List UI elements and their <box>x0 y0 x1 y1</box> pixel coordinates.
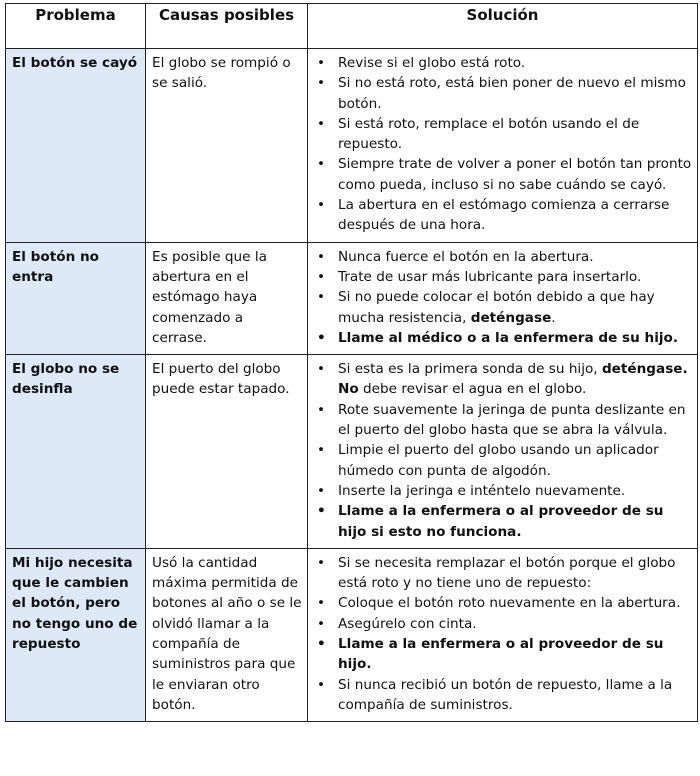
list-item <box>314 359 692 400</box>
list-item-text: Si no puede colocar el botón debido a que hay mucha resistencia, <box>338 289 655 326</box>
list-item: • Si se necesita remplazar el botón porque el globo está roto y no tiene uno de repuesto: <box>314 553 692 594</box>
list-item: • Coloque el botón roto nuevamente en la abertura. <box>314 593 692 613</box>
list-item: • Asegúrelo con cinta. <box>314 614 692 634</box>
list-item-emphasis: No <box>338 381 359 398</box>
list-item: • Nunca fuerce el botón en la abertura. <box>314 247 692 267</box>
table-row <box>6 548 698 721</box>
solution-list <box>314 553 692 715</box>
causes-cell: El puerto del globo puede estar tapado. <box>146 355 308 549</box>
list-item: • Revise si el globo está roto. <box>314 53 692 73</box>
list-item <box>314 287 692 328</box>
list-item: • Si está roto, remplace el botón usando el de repuesto. <box>314 114 692 155</box>
problem-cell: El botón se cayó <box>6 49 146 243</box>
list-item: • Inserte la jeringa e inténtelo nuevamente. <box>314 481 692 501</box>
list-item-text: . <box>551 309 556 326</box>
table-row <box>6 49 698 243</box>
solution-cell <box>308 49 698 243</box>
troubleshooting-table <box>5 3 698 722</box>
list-item: • Si no está roto, está bien poner de nuevo el mismo botón. <box>314 73 692 114</box>
solution-list <box>314 53 692 236</box>
list-item-emphasis: deténgase <box>470 309 552 326</box>
solution-list <box>314 247 692 348</box>
list-item: • Trate de usar más lubricante para insertarlo. <box>314 267 692 287</box>
list-item: • Llame al médico o a la enfermera de su hijo. <box>314 328 692 348</box>
list-item: • La abertura en el estómago comienza a cerrarse después de una hora. <box>314 195 692 236</box>
list-item-text: Si esta es la primera sonda de su hijo, <box>338 361 602 378</box>
header-problem: Problema <box>6 4 146 49</box>
header-solution: Solución <box>308 4 698 49</box>
header-causes: Causas posibles <box>146 4 308 49</box>
list-item: • Llame a la enfermera o al proveedor de su hijo. <box>314 634 692 675</box>
causes-cell: Usó la cantidad máxima permitida de botones al año o se le olvidó llamar a la compañía de suministros para que le enviaran otro botón. <box>146 548 308 721</box>
list-item: • Llame a la enfermera o al proveedor de su hijo si esto no funciona. <box>314 501 692 542</box>
list-item: • Si nunca recibió un botón de repuesto, llame a la compañía de suministros. <box>314 675 692 716</box>
problem-cell: El botón no entra <box>6 242 146 354</box>
table-row <box>6 355 698 549</box>
causes-cell: Es posible que la abertura en el estómago haya comenzado a cerrase. <box>146 242 308 354</box>
solution-cell <box>308 548 698 721</box>
list-item-text: debe revisar el agua en el globo. <box>358 381 587 398</box>
table-row <box>6 242 698 354</box>
list-item: • Siempre trate de volver a poner el botón tan pronto como pueda, incluso si no sabe cuándo se cayó. <box>314 154 692 195</box>
problem-cell: El globo no se desinfla <box>6 355 146 549</box>
solution-list <box>314 359 692 542</box>
header-row <box>6 4 698 49</box>
list-item: • Limpie el puerto del globo usando un aplicador húmedo con punta de algodón. <box>314 440 692 481</box>
list-item-emphasis: deténgase. <box>601 361 688 378</box>
list-item: • Rote suavemente la jeringa de punta deslizante en el puerto del globo hasta que se abra la válvula. <box>314 400 692 441</box>
causes-cell: El globo se rompió o se salió. <box>146 49 308 243</box>
solution-cell <box>308 355 698 549</box>
solution-cell <box>308 242 698 354</box>
problem-cell: Mi hijo necesita que le cambien el botón, pero no tengo uno de repuesto <box>6 548 146 721</box>
